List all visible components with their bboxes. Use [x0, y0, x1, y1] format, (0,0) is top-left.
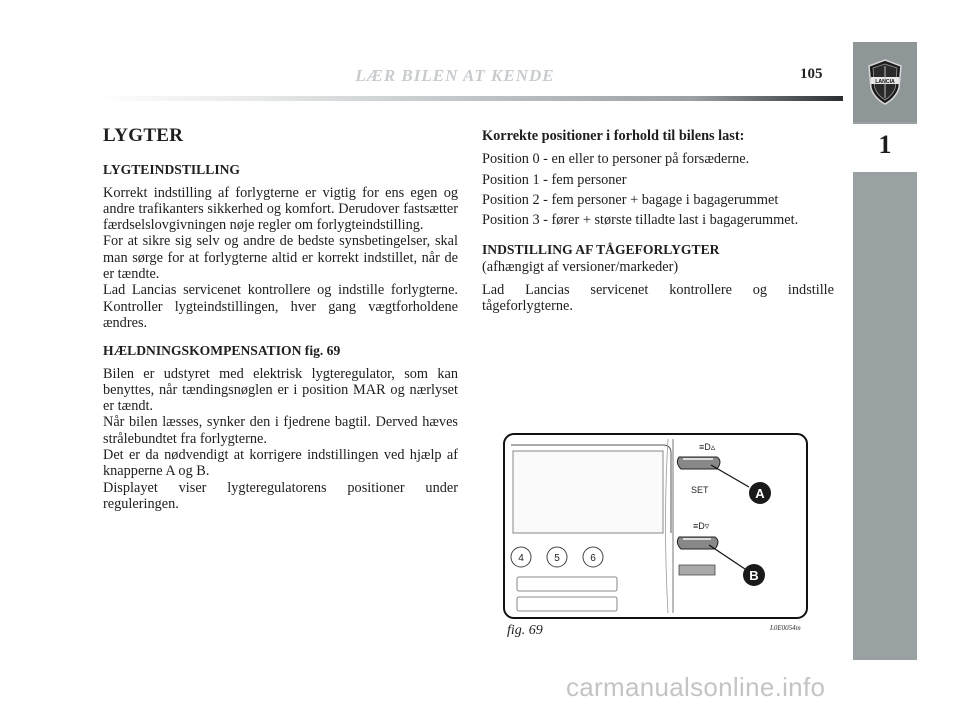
position-item: Position 2 - fem personer + bagage i bagagerummet	[482, 191, 779, 208]
paragraph: Lad Lancias servicenet kontrollere og indstille forlygterne. Kontroller lygteindstillingen, hver gang vægtforholdene ændres.	[103, 282, 458, 331]
header-rule	[96, 96, 843, 101]
button-a-symbol: ≡D▵	[699, 442, 716, 452]
figure-headlamp-switch	[503, 433, 808, 619]
paragraph: For at sikre sig selv og andre de bedste synsbetingelser, skal man sørge for at forlygterne altid er korrekt indstillet, når de er tændte.	[103, 233, 458, 283]
fog-subtitle: (afhængigt af versioner/markeder)	[482, 258, 679, 275]
subsection-title-lygteindstilling: LYGTEINDSTILLING	[103, 162, 240, 178]
lancia-logo-icon	[866, 58, 904, 106]
callout-b: B	[749, 568, 759, 583]
paragraph: Korrekt indstilling af forlygterne er vigtig for ens egen og andre trafikanters sikkerhed og komfort. Derudover fastsætter færdselslovgivningen nøje regler om forlygteindstilling.	[103, 184, 458, 234]
paragraph: Lad Lancias servicenet kontrollere og indstille tågeforlygterne.	[482, 282, 834, 315]
callout-a: A	[755, 486, 765, 501]
right-column	[482, 128, 834, 327]
page-number: 105	[800, 66, 823, 82]
radio-button-4: 4	[518, 553, 524, 564]
paragraph: Når bilen læsses, synker den i fjedrene bagtil. Derved hæves strålebundtet fra forlygterne.	[103, 414, 458, 447]
position-item: Position 0 - en eller to personer på forsæderne.	[482, 151, 750, 168]
paragraph: Det er da nødvendigt at korrigere indstillingen ved hjælp af knapperne A og B.	[103, 447, 458, 480]
left-column	[103, 125, 458, 524]
section-title: LYGTER	[103, 125, 184, 146]
position-item: Position 1 - fem personer	[482, 171, 627, 188]
radio-button-6: 6	[590, 553, 596, 564]
button-b-symbol: ≡D▿	[693, 521, 710, 531]
figure-caption: fig. 69	[507, 623, 543, 638]
paragraph: Bilen er udstyret med elektrisk lygteregulator, som kan benyttes, når tændingsnøglen er i position MAR og nærlyset er tændt.	[103, 365, 458, 415]
svg-text:LANCIA: LANCIA	[875, 78, 895, 85]
subsection-title-fog: INDSTILLING AF TÅGEFORLYGTER	[482, 242, 720, 258]
watermark: carmanualsonline.info	[566, 672, 826, 702]
paragraph: Displayet viser lygteregulatorens positioner under reguleringen.	[103, 479, 458, 512]
position-item: Position 3 - fører + største tilladte last i bagagerummet.	[482, 212, 799, 229]
positions-title: Korrekte positioner i forhold til bilens last:	[482, 128, 745, 144]
radio-button-5: 5	[554, 553, 560, 564]
set-label: SET	[691, 485, 709, 495]
subsection-title-haeldningskompensation: HÆLDNINGSKOMPENSATION fig. 69	[103, 343, 341, 359]
chapter-number: 1	[878, 130, 892, 159]
figure-code: L0E0054m	[770, 624, 801, 632]
running-header-title: LÆR BILEN AT KENDE	[355, 66, 555, 85]
